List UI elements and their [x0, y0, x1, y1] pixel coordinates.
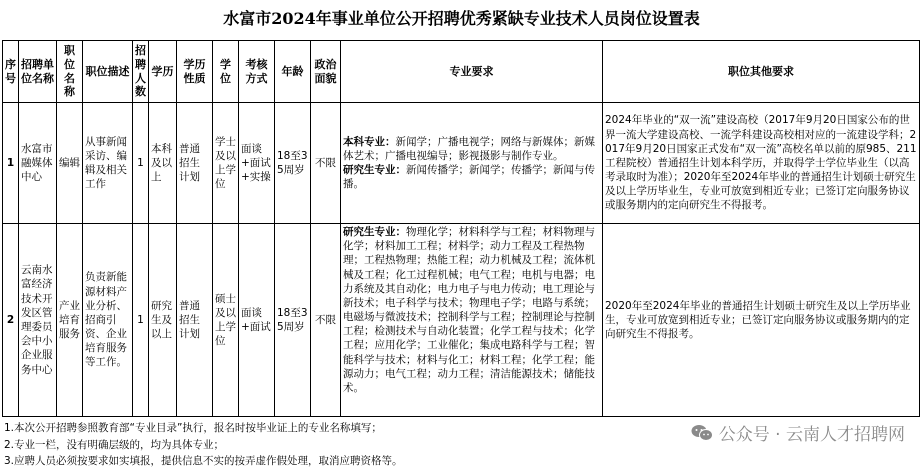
- unit-cell: 云南水富经济技术开发区管理委员会中小企业服务中心: [19, 224, 57, 417]
- major-cell: [341, 103, 603, 224]
- assessment-cell: 面谈+面试+实操: [239, 103, 275, 224]
- degree-cell: 学士及以上学位: [213, 103, 239, 224]
- header-cell: 专业要求: [341, 41, 603, 103]
- header-row: [3, 41, 920, 103]
- watermark-text: 公众号 · 云南人才招聘网: [718, 425, 905, 445]
- footnotes: [4, 420, 403, 470]
- other-requirements-cell: 2024年毕业的“双一流”建设高校（2017年9月20日国家公布的世界一流大学建设高校、一流学科建设高校相对应的一流建设学科；2017年9月20日国家正式发布“双一流”高校名单以前的原985、211工程院校）普通招生计划本科学历，并取得学士学位毕业生（以高考录取时为准）；2020年至2024年毕业的普通招生计划硕士研究生及以上学历毕业生，专业可放宽到相近专业；已签订定向服务协议或服务期内的定向研究生不得报考。: [603, 103, 920, 224]
- major-cell: [341, 224, 603, 417]
- table-row: [3, 224, 920, 417]
- table-row: [3, 103, 920, 224]
- assessment-cell: 面谈+面试: [239, 224, 275, 417]
- edu-type-cell: 普通招生计划: [177, 224, 213, 417]
- header-cell: 招聘单位名称: [19, 41, 57, 103]
- edu-type-cell: 普通招生计划: [177, 103, 213, 224]
- header-cell: 序号: [3, 41, 19, 103]
- wechat-icon: [691, 424, 713, 442]
- major-text: 新闻传播学；新闻学；传播学；新闻与传播。: [343, 164, 595, 191]
- header-cell: 年龄: [275, 41, 311, 103]
- table-title: 水富市2024年事业单位公开招聘优秀紧缺专业技术人员岗位设置表: [223, 9, 700, 28]
- major-text: 物理化学；材料科学与工程；材料物理与化学；材料加工工程；材料学；动力工程及工程热物理；工程热物理；热能工程；动力机械及工程；流体机械及工程；化工过程机械；电气工程；电机与电器；电力系统及其自动化；电力电子与电力传动；电工理论与新技术；电子科学与技术；物理电子学；电路与系统；电磁场与微波技术；控制科学与工程；控制理论与控制工程；检测技术与自动化装置；化学工程与技术；化学工程；应用化学；工业催化；集成电路科学与工程；智能科学与技术；材料与化工；材料工程；化学工程；能源动力；电气工程；动力工程；清洁能源技术；储能技术。: [343, 226, 595, 394]
- political-cell: 不限: [311, 103, 341, 224]
- footnote: 3.应聘人员必须按要求如实填报，提供信息不实的按弄虚作假处理，取消应聘资格等。: [4, 455, 403, 467]
- header-cell: 学位: [213, 41, 239, 103]
- unit-cell: 水富市融媒体中心: [19, 103, 57, 224]
- watermark: [691, 420, 905, 445]
- education-cell: 研究生及以上: [149, 224, 177, 417]
- position-cell: 产业培育服务: [57, 224, 83, 417]
- education-cell: 本科及以上: [149, 103, 177, 224]
- major-text: 新闻学；广播电视学；网络与新媒体；新媒体艺术；广播电视编导；影视摄影与制作专业。: [343, 135, 595, 162]
- header-cell: 招聘人数: [133, 41, 149, 103]
- header-cell: 职位描述: [83, 41, 133, 103]
- header-cell: 职位其他要求: [603, 41, 920, 103]
- count-cell: 1: [133, 103, 149, 224]
- row-number: 2: [3, 224, 19, 417]
- political-cell: 不限: [311, 224, 341, 417]
- major-label: 研究生专业：: [343, 226, 406, 238]
- position-table: [2, 40, 920, 417]
- age-cell: 18至35周岁: [275, 103, 311, 224]
- header-cell: 考核方式: [239, 41, 275, 103]
- major-label: 本科专业：: [343, 135, 396, 148]
- row-number: 1: [3, 103, 19, 224]
- other-requirements-cell: 2020年至2024年毕业的普通招生计划硕士研究生及以上学历毕业生，专业可放宽到相近专业；已签订定向服务协议或服务期内的定向研究生不得报考。: [603, 224, 920, 417]
- header-cell: 学历: [149, 41, 177, 103]
- footnote: 2.专业一栏，没有明确层级的，均为具体专业；: [4, 438, 225, 451]
- description-cell: 从事新闻采访、编辑及相关工作: [83, 103, 133, 224]
- degree-cell: 硕士及以上学位: [213, 224, 239, 417]
- position-cell: 编辑: [57, 103, 83, 224]
- header-cell: 政治面貌: [311, 41, 341, 103]
- major-label: 研究生专业：: [343, 164, 406, 176]
- header-cell: 学历性质: [177, 41, 213, 103]
- count-cell: 1: [133, 224, 149, 417]
- footnote: 1.本次公开招聘参照教育部“专业目录”执行，报名时按毕业证上的专业名称填写；: [4, 422, 382, 434]
- description-cell: 负责新能源材料产业分析、招商引资、企业培育服务等工作。: [83, 224, 133, 417]
- header-cell: 职位名称: [57, 41, 83, 103]
- age-cell: 18至35周岁: [275, 224, 311, 417]
